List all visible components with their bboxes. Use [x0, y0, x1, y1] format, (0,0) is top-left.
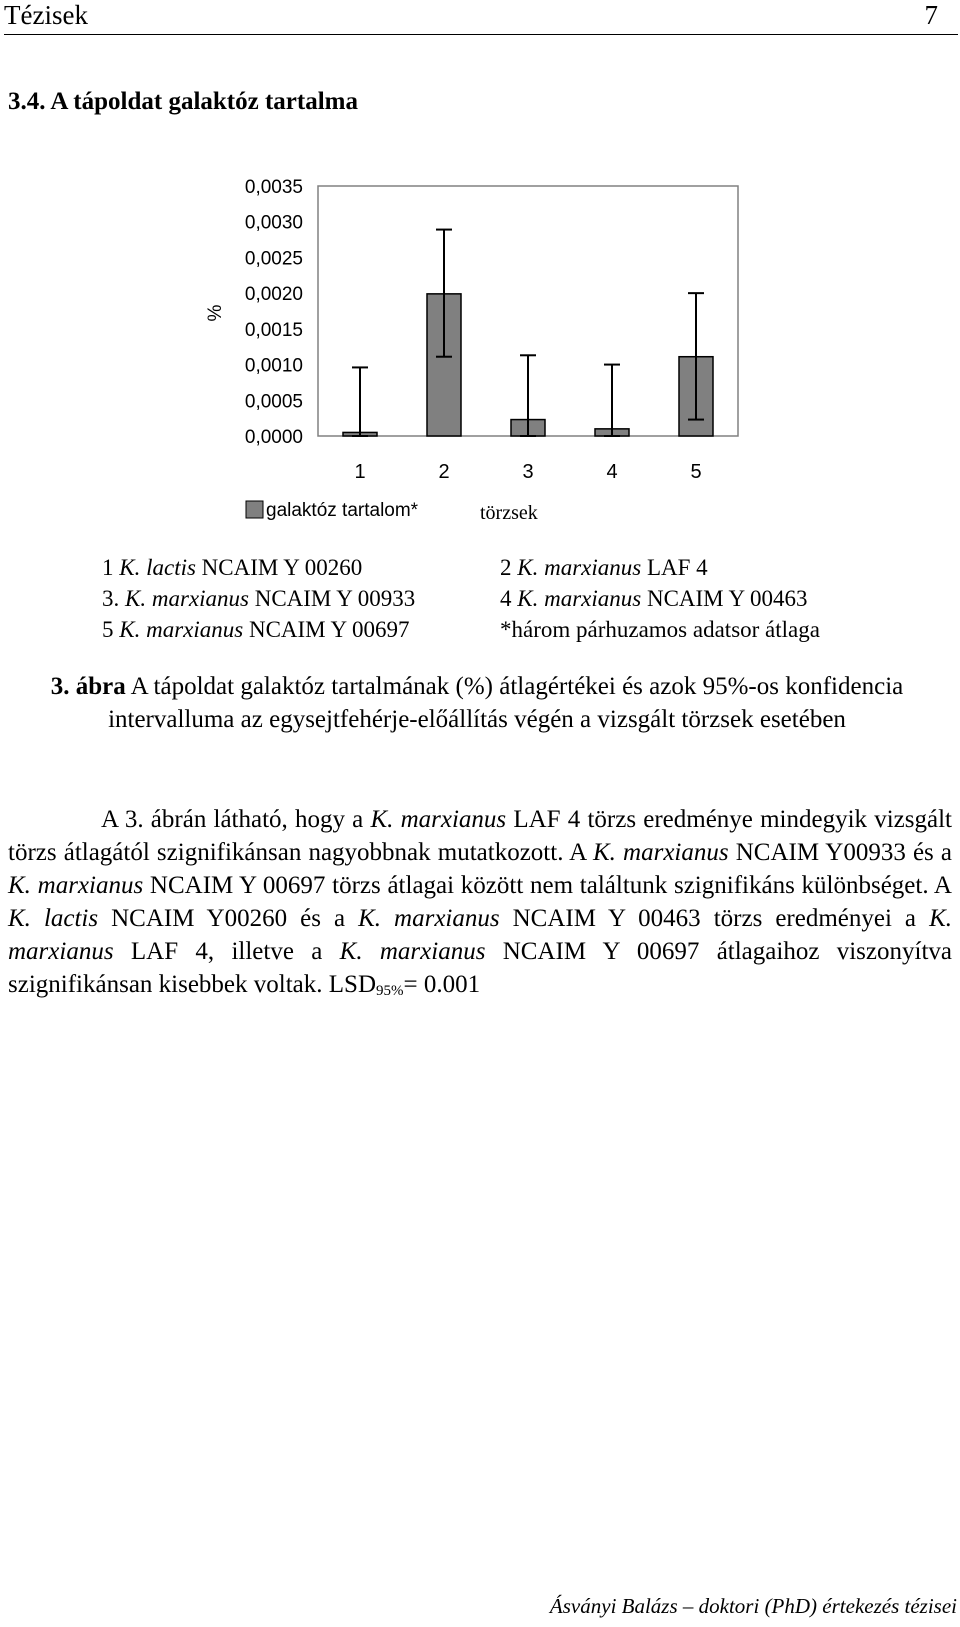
strain-entry: 4 K. marxianus NCAIM Y 00463: [500, 586, 808, 611]
legend-label: galaktóz tartalom*: [266, 500, 419, 521]
footnote-entry: *három párhuzamos adatsor átlaga: [500, 617, 820, 642]
y-tick-label: 0,0015: [244, 319, 303, 341]
y-tick-label: 0,0030: [244, 212, 303, 234]
section-title: 3.4. A tápoldat galaktóz tartalma: [8, 88, 358, 115]
page-footer: Ásványi Balázs – doktori (PhD) értekezés tézisei: [549, 1594, 957, 1618]
strain-legend-row: [6, 552, 960, 583]
x-tick-label: 1: [354, 461, 366, 483]
x-tick-label: 2: [438, 461, 450, 483]
figure-caption: [24, 670, 930, 736]
y-tick-label: 0,0020: [244, 284, 303, 306]
strain-entry: 5 K. marxianus NCAIM Y 00697: [102, 617, 410, 642]
figure-label: 3. ábra: [50, 673, 126, 700]
legend-swatch: [246, 501, 263, 518]
x-tick-label: 3: [522, 461, 534, 483]
strain-legend: [6, 552, 960, 645]
running-header-title: Tézisek: [4, 0, 88, 30]
y-tick-label: 0,0035: [244, 177, 303, 198]
bar-chart: [0, 165, 960, 540]
x-tick-label: 4: [606, 461, 618, 483]
header-rule: [4, 34, 958, 35]
caption-text: A tápoldat galaktóz tartalmának (%) átlagértékei és azok 95%-os konfidencia intervalluma az egysejtfehérje-előállítás végén a vizsgált törzsek esetében: [108, 673, 904, 733]
y-tick-label: 0,0005: [244, 391, 303, 413]
y-axis-label: %: [205, 304, 226, 322]
y-tick-label: 0,0025: [244, 248, 303, 270]
x-tick-label: 5: [690, 461, 702, 483]
strain-entry: 2 K. marxianus LAF 4: [500, 555, 708, 580]
x-axis-label: törzsek: [480, 502, 538, 524]
strain-entry: 1 K. lactis NCAIM Y 00260: [102, 555, 363, 580]
body-paragraph: A 3. ábrán látható, hogy a K. marxianus LAF 4 törzs eredménye mindegyik vizsgált törzs átlagától szignifikánsan nagyobbnak mutatkozott. A K. marxianus NCAIM Y00933 és a K. marxianus NCAIM Y 00697 törzs átlagai között nem találtunk szignifikáns különbséget. A K. lactis NCAIM Y00260 és a K. marxianus NCAIM Y 00463 törzs eredményei a K. marxianus LAF 4, illetve a K. marxianus NCAIM Y 00697 átlagaihoz viszonyítva szignifikánsan kisebbek voltak. $LSD_{95\%}= 0.001$: [8, 806, 952, 999]
page-number: 7: [924, 0, 938, 30]
y-tick-label: 0,0000: [244, 427, 303, 448]
strain-entry: 3. K. marxianus NCAIM Y 00933: [102, 586, 416, 611]
strain-legend-row: [6, 583, 960, 614]
strain-legend-row: [6, 614, 960, 645]
y-tick-label: 0,0010: [244, 355, 303, 377]
